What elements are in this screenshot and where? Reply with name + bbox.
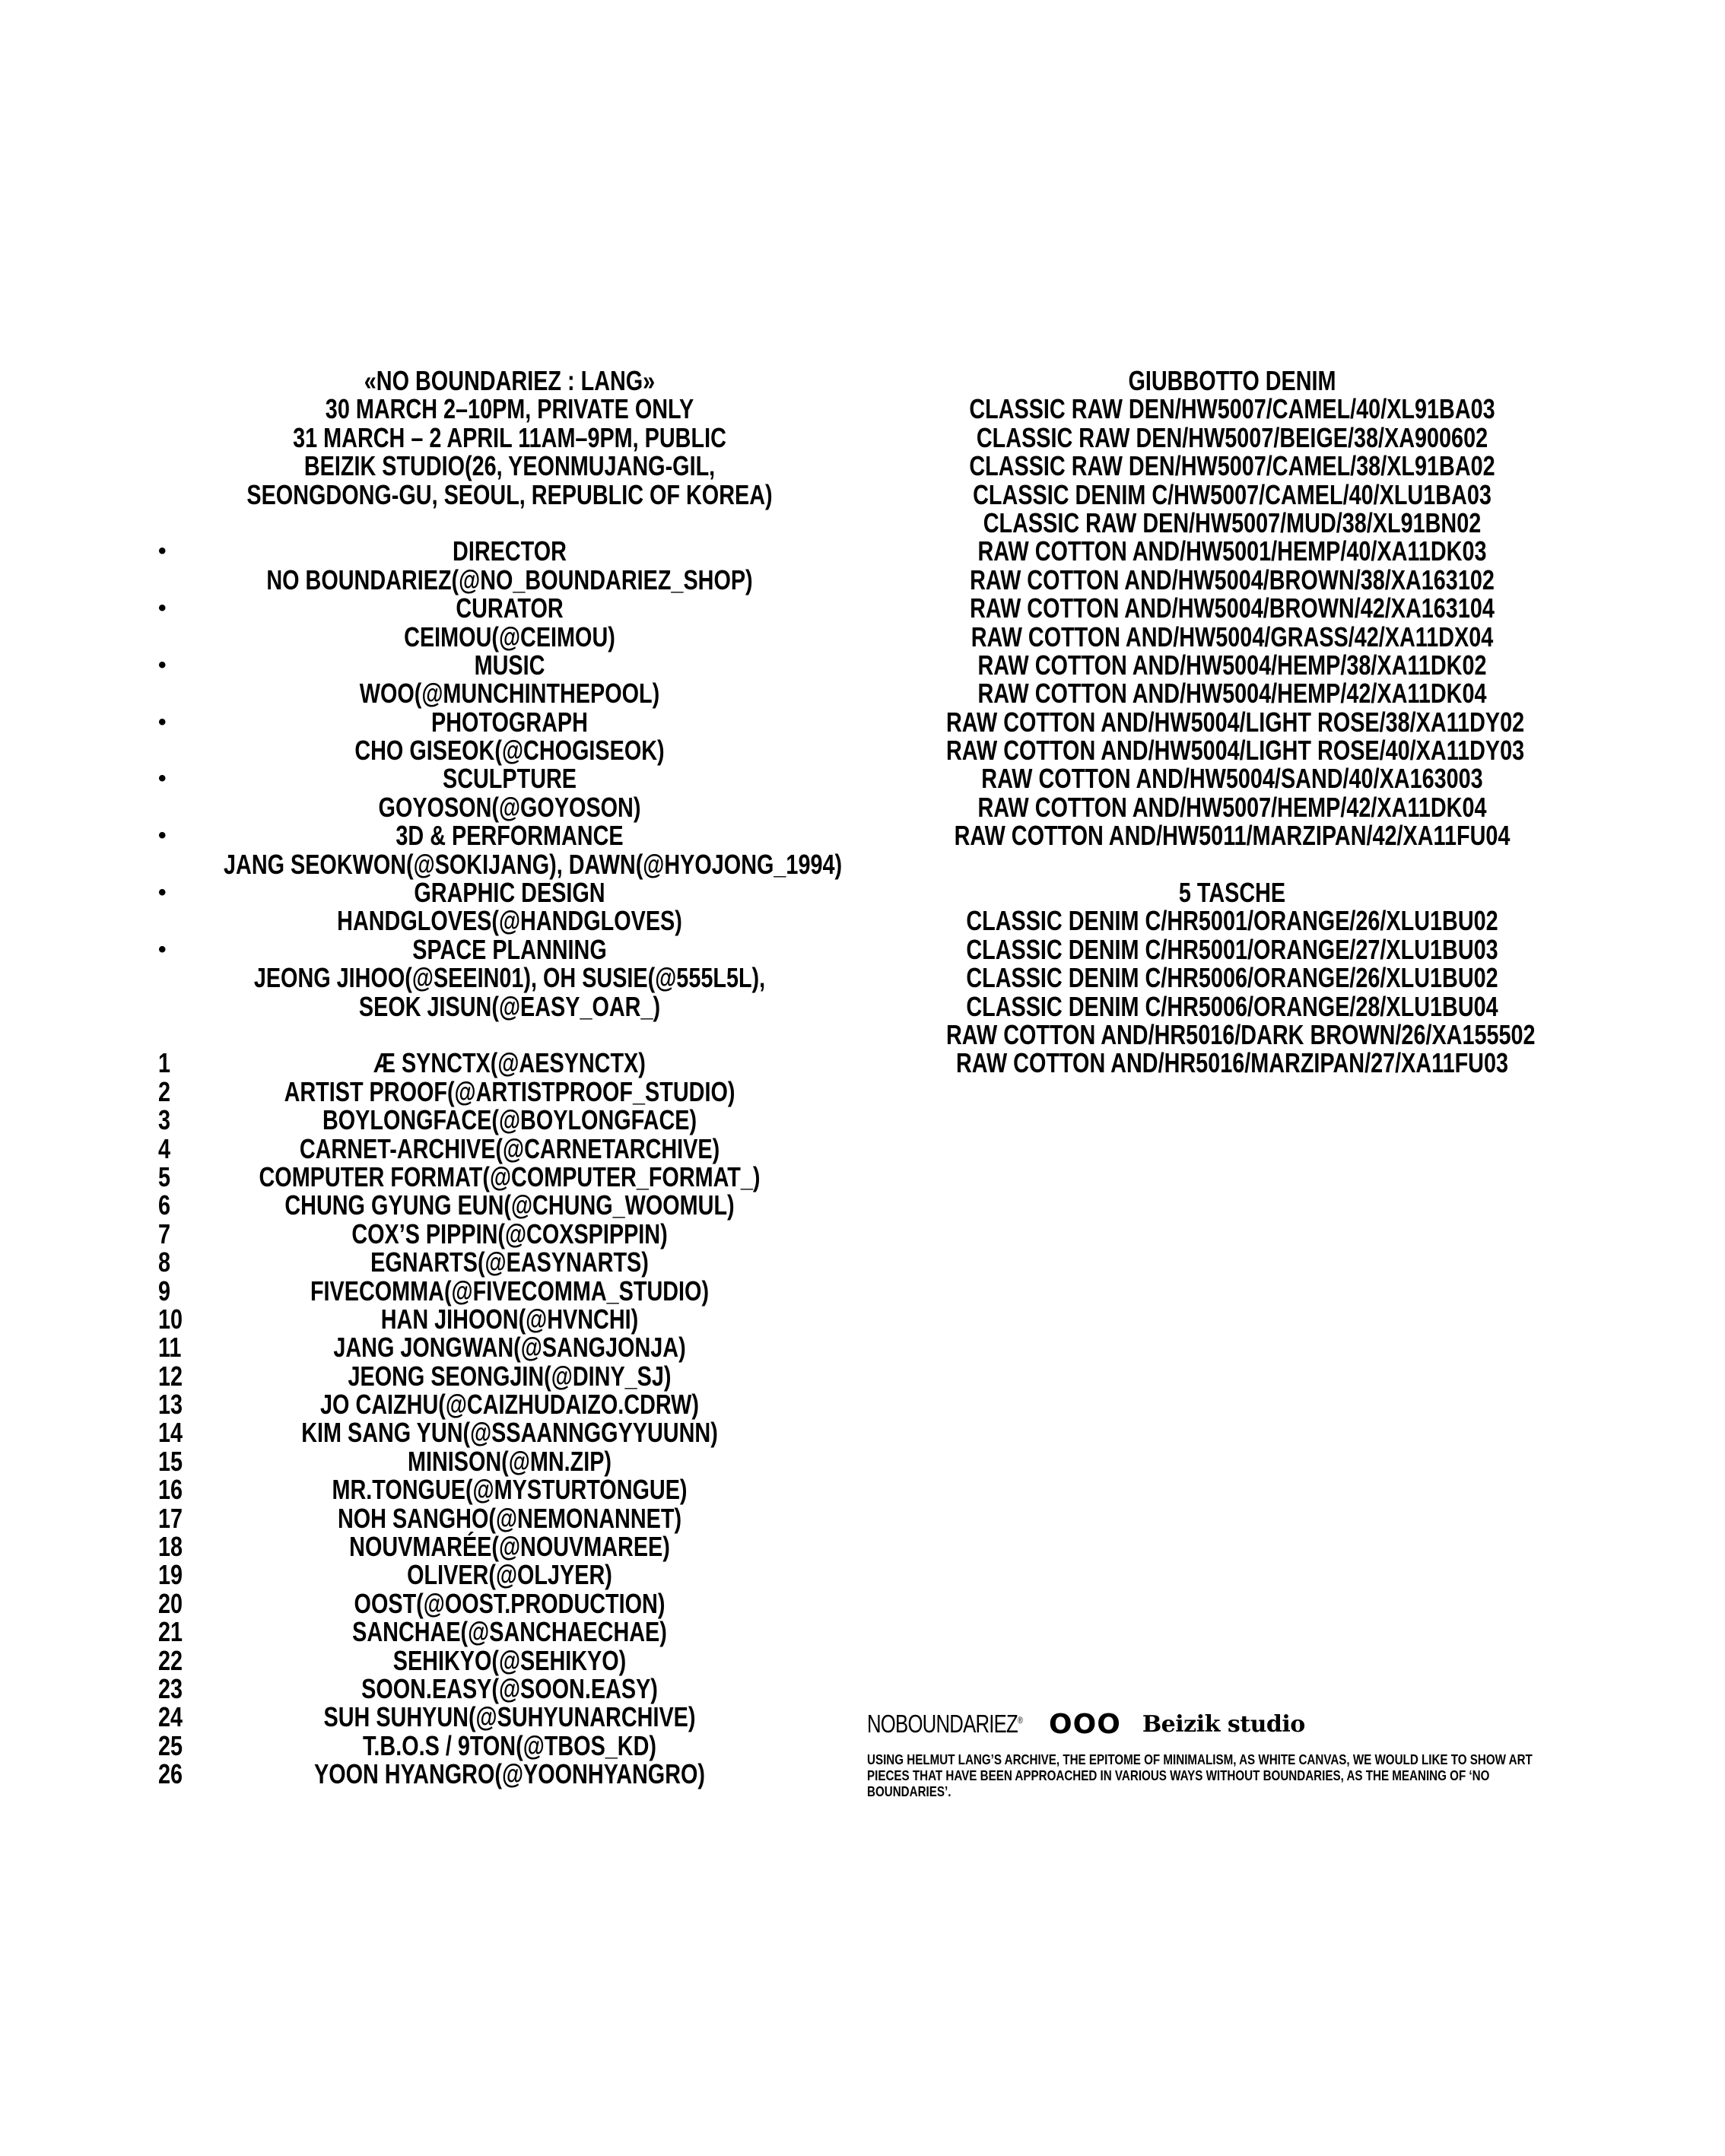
artist-number: 6 (158, 1189, 171, 1221)
artist-number: 21 (158, 1616, 183, 1648)
artist-row (152, 1332, 867, 1364)
credit-role: DIRECTOR (453, 535, 567, 567)
artist-name: CHUNG GYUNG EUN(@CHUNG_WOOMUL) (284, 1189, 735, 1221)
tasche-item: RAW COTTON AND/HR5016/MARZIPAN/27/XA11FU03 (955, 1047, 1509, 1079)
giubbotto-item: RAW COTTON AND/HW5004/GRASS/42/XA11DX04 (971, 621, 1494, 653)
credit-item (152, 878, 867, 907)
artist-row (152, 1248, 867, 1276)
artist-name: JO CAIZHU(@CAIZHUDAIZO.CDRW) (320, 1389, 699, 1421)
artist-row (152, 1049, 867, 1077)
giubbotto-item: CLASSIC RAW DEN/HW5007/MUD/38/XL91BN02 (983, 506, 1482, 538)
spacer (152, 1021, 867, 1049)
credit-item (152, 594, 867, 622)
giubbotto-list (875, 393, 1590, 852)
artist-row (152, 1132, 867, 1164)
bullet-icon: • (158, 709, 167, 735)
artist-row (152, 1417, 867, 1449)
tasche-item: CLASSIC DENIM C/HR5001/ORANGE/26/XLU1BU02 (966, 905, 1498, 937)
artist-number: 10 (158, 1303, 183, 1335)
artist-row (152, 1362, 867, 1390)
artist-row (152, 1760, 867, 1788)
artist-row (152, 1389, 867, 1421)
artist-number: 19 (158, 1559, 183, 1591)
artist-name: HAN JIHOON(@HVNCHI) (380, 1303, 639, 1335)
credit-name: JEONG JIHOO(@SEEIN01), OH SUSIE(@555L5L), (253, 962, 766, 994)
giubbotto-item: CLASSIC RAW DEN/HW5007/CAMEL/40/XL91BA03 (969, 393, 1495, 425)
artist-number: 18 (158, 1531, 183, 1563)
artist-row (152, 1532, 867, 1561)
public-date: 31 MARCH – 2 APRIL 11AM–9PM, PUBLIC (293, 421, 726, 453)
artist-name: JANG JONGWAN(@SANGJONJA) (333, 1332, 686, 1364)
artist-number: 23 (158, 1672, 183, 1704)
credit-role: CURATOR (456, 592, 564, 624)
bullet-icon: • (158, 595, 167, 621)
credit-name: CHO GISEOK(@CHOGISEOK) (354, 735, 665, 767)
bullet-icon: • (158, 823, 167, 849)
artist-number: 20 (158, 1587, 183, 1619)
logo-row (867, 1707, 1567, 1741)
bullet-icon: • (158, 880, 167, 906)
registered-mark: ® (1018, 1715, 1023, 1726)
artist-row (152, 1561, 867, 1589)
credit-name: NO BOUNDARIEZ(@NO_BOUNDARIEZ_SHOP) (266, 564, 753, 595)
credit-role: GRAPHIC DESIGN (414, 877, 605, 909)
credit-item (152, 820, 867, 852)
tasche-item: RAW COTTON AND/HR5016/DARK BROWN/26/XA155502 (946, 1018, 1536, 1050)
artist-row (152, 1672, 867, 1704)
artist-row (152, 1474, 867, 1506)
artist-name: BOYLONGFACE(@BOYLONGFACE) (322, 1104, 697, 1136)
artist-row (152, 1305, 867, 1333)
artist-row (152, 1504, 867, 1532)
artist-name: COX’S PIPPIN(@COXSPIPPIN) (351, 1218, 668, 1249)
giubbotto-item: RAW COTTON AND/HW5004/LIGHT ROSE/40/XA11DY03 (946, 735, 1525, 767)
venue-line-1: BEIZIK STUDIO(26, YEONMUJANG-GIL, (303, 450, 716, 482)
credits-list (152, 537, 867, 1021)
giubbotto-item: CLASSIC RAW DEN/HW5007/BEIGE/38/XA900602 (976, 421, 1488, 453)
artist-row (152, 1277, 867, 1305)
artist-number: 3 (158, 1104, 171, 1136)
credit-item (152, 935, 867, 964)
noboundariez-logo (867, 1710, 1023, 1738)
giubbotto-item: RAW COTTON AND/HW5004/BROWN/38/XA163102 (970, 564, 1495, 595)
credit-item (152, 708, 867, 736)
artist-name: MR.TONGUE(@MYSTURTONGUE) (332, 1474, 688, 1506)
artist-name: JEONG SEONGJIN(@DINY_SJ) (348, 1360, 672, 1392)
artist-name: NOH SANGHO(@NEMONANNET) (337, 1502, 682, 1534)
artist-name: EGNARTS(@EASYNARTS) (370, 1246, 649, 1278)
artist-number: 16 (158, 1474, 183, 1506)
giubbotto-item: RAW COTTON AND/HW5004/HEMP/38/XA11DK02 (977, 649, 1487, 681)
artist-row (152, 1163, 867, 1191)
giubbotto-item: CLASSIC RAW DEN/HW5007/CAMEL/38/XL91BA02 (969, 450, 1495, 482)
artist-name: OOST(@OOST.PRODUCTION) (354, 1587, 666, 1619)
artist-name: NOUVMARÉE(@NOUVMAREE) (349, 1531, 670, 1563)
spacer (875, 850, 1590, 878)
artist-number: 22 (158, 1644, 183, 1676)
artist-number: 13 (158, 1389, 183, 1421)
left-column (152, 367, 867, 1789)
tasche-item: CLASSIC DENIM C/HR5006/ORANGE/28/XLU1BU04 (966, 990, 1498, 1022)
artist-number: 14 (158, 1417, 183, 1449)
beizik-studio-logo: Beizik studio (1142, 1710, 1305, 1738)
credit-role: PHOTOGRAPH (431, 706, 588, 738)
credit-role: MUSIC (474, 649, 545, 681)
footer (867, 1707, 1567, 1799)
ooo-logo: OOO (1049, 1708, 1121, 1740)
credit-role: SCULPTURE (442, 763, 577, 795)
artist-name: COMPUTER FORMAT(@COMPUTER_FORMAT_) (259, 1161, 761, 1192)
artist-name: KIM SANG YUN(@SSAANNGGYYUUNN) (301, 1417, 718, 1449)
private-date: 30 MARCH 2–10PM, PRIVATE ONLY (325, 393, 694, 425)
giubbotto-item: RAW COTTON AND/HW5004/HEMP/42/XA11DK04 (977, 678, 1487, 710)
credit-name: WOO(@MUNCHINTHEPOOL) (359, 678, 660, 710)
artist-number: 15 (158, 1445, 183, 1477)
credit-name: HANDGLOVES(@HANDGLOVES) (337, 905, 682, 937)
bullet-icon: • (158, 936, 167, 962)
artist-number: 24 (158, 1701, 183, 1733)
giubbotto-item: RAW COTTON AND/HW5011/MARZIPAN/42/XA11FU04 (954, 820, 1511, 852)
artist-number: 12 (158, 1360, 183, 1392)
artist-name: Æ SYNCTX(@AESYNCTX) (373, 1047, 646, 1079)
giubbotto-heading: GIUBBOTTO DENIM (1128, 365, 1336, 396)
giubbotto-item: RAW COTTON AND/HW5001/HEMP/40/XA11DK03 (977, 535, 1487, 567)
artist-row (152, 1075, 867, 1107)
artist-number: 11 (158, 1332, 182, 1364)
giubbotto-item: RAW COTTON AND/HW5004/BROWN/42/XA163104 (970, 592, 1495, 624)
credit-role: SPACE PLANNING (412, 933, 607, 965)
artist-number: 25 (158, 1729, 183, 1761)
credit-name: GOYOSON(@GOYOSON) (378, 791, 641, 823)
tasche-heading: 5 TASCHE (1178, 877, 1286, 909)
artist-row (152, 1106, 867, 1134)
giubbotto-item: CLASSIC DENIM C/HW5007/CAMEL/40/XLU1BA03 (973, 478, 1492, 510)
giubbotto-item: RAW COTTON AND/HW5007/HEMP/42/XA11DK04 (977, 791, 1487, 823)
venue-line-2: SEONGDONG-GU, SEOUL, REPUBLIC OF KOREA) (246, 478, 773, 510)
credit-name: JANG SEOKWON(@SOKIJANG), DAWN(@HYOJONG_1994) (224, 848, 843, 880)
artist-number: 1 (158, 1047, 171, 1079)
giubbotto-item: RAW COTTON AND/HW5004/SAND/40/XA163003 (981, 763, 1483, 795)
artist-row (152, 1618, 867, 1646)
artist-number: 26 (158, 1758, 183, 1790)
bullet-icon: • (158, 652, 167, 678)
artist-row (152, 1220, 867, 1248)
artist-row (152, 1646, 867, 1675)
artist-number: 8 (158, 1246, 171, 1278)
artist-number: 2 (158, 1075, 171, 1107)
artist-number: 7 (158, 1218, 171, 1249)
artist-name: T.B.O.S / 9TON(@TBOS_KD) (363, 1729, 656, 1761)
artist-number: 17 (158, 1502, 183, 1534)
credit-name: SEOK JISUN(@EASY_OAR_) (358, 990, 661, 1022)
event-title: «NO BOUNDARIEZ : LANG» (364, 365, 656, 396)
artist-name: SOON.EASY(@SOON.EASY) (361, 1672, 658, 1704)
artist-name: YOON HYANGRO(@YOONHYANGRO) (313, 1758, 705, 1790)
artist-name: ARTIST PROOF(@ARTISTPROOF_STUDIO) (284, 1075, 735, 1107)
giubbotto-item: RAW COTTON AND/HW5004/LIGHT ROSE/38/XA11DY02 (946, 706, 1525, 738)
artist-row (152, 1729, 867, 1761)
artist-name: MINISON(@MN.ZIP) (407, 1445, 612, 1477)
tasche-item: CLASSIC DENIM C/HR5006/ORANGE/26/XLU1BU02 (966, 962, 1498, 994)
artist-name: FIVECOMMA(@FIVECOMMA_STUDIO) (310, 1275, 710, 1307)
artist-name: OLIVER(@OLJYER) (407, 1559, 612, 1591)
artist-row (152, 1589, 867, 1618)
artist-number: 9 (158, 1275, 171, 1307)
footer-statement: USING HELMUT LANG’S ARCHIVE, THE EPITOME OF MINIMALISM, AS WHITE CANVAS, WE WOULD LIKE TO SHOW ART PIECES THAT HAVE BEEN APPROACHED IN VARIOUS WAYS WITHOUT BOUNDARIES, AS THE MEANING OF ‘NO BOUNDARIES’. (867, 1751, 1533, 1799)
spacer (152, 509, 867, 537)
artist-name: SEHIKYO(@SEHIKYO) (392, 1644, 627, 1676)
noboundariez-logo-text: NOBOUNDARIEZ (867, 1710, 1018, 1738)
artist-name: SUH SUHYUN(@SUHYUNARCHIVE) (323, 1701, 696, 1733)
right-column (875, 367, 1590, 1078)
tasche-item: CLASSIC DENIM C/HR5001/ORANGE/27/XLU1BU03 (966, 933, 1498, 965)
event-info (152, 367, 867, 509)
credit-item (152, 651, 867, 679)
credit-name: CEIMOU(@CEIMOU) (404, 621, 615, 653)
artist-row (152, 1191, 867, 1219)
artist-name: CARNET-ARCHIVE(@CARNETARCHIVE) (299, 1132, 720, 1164)
credit-item (152, 763, 867, 795)
bullet-icon: • (158, 766, 167, 792)
tasche-list (875, 907, 1590, 1077)
artist-number: 5 (158, 1161, 171, 1192)
credit-item (152, 537, 867, 565)
artist-row (152, 1447, 867, 1475)
artists-list (152, 1049, 867, 1788)
artist-row (152, 1703, 867, 1731)
artist-name: SANCHAE(@SANCHAECHAE) (352, 1616, 667, 1648)
bullet-icon: • (158, 538, 167, 564)
artist-number: 4 (158, 1132, 171, 1164)
credit-role: 3D & PERFORMANCE (396, 820, 624, 852)
